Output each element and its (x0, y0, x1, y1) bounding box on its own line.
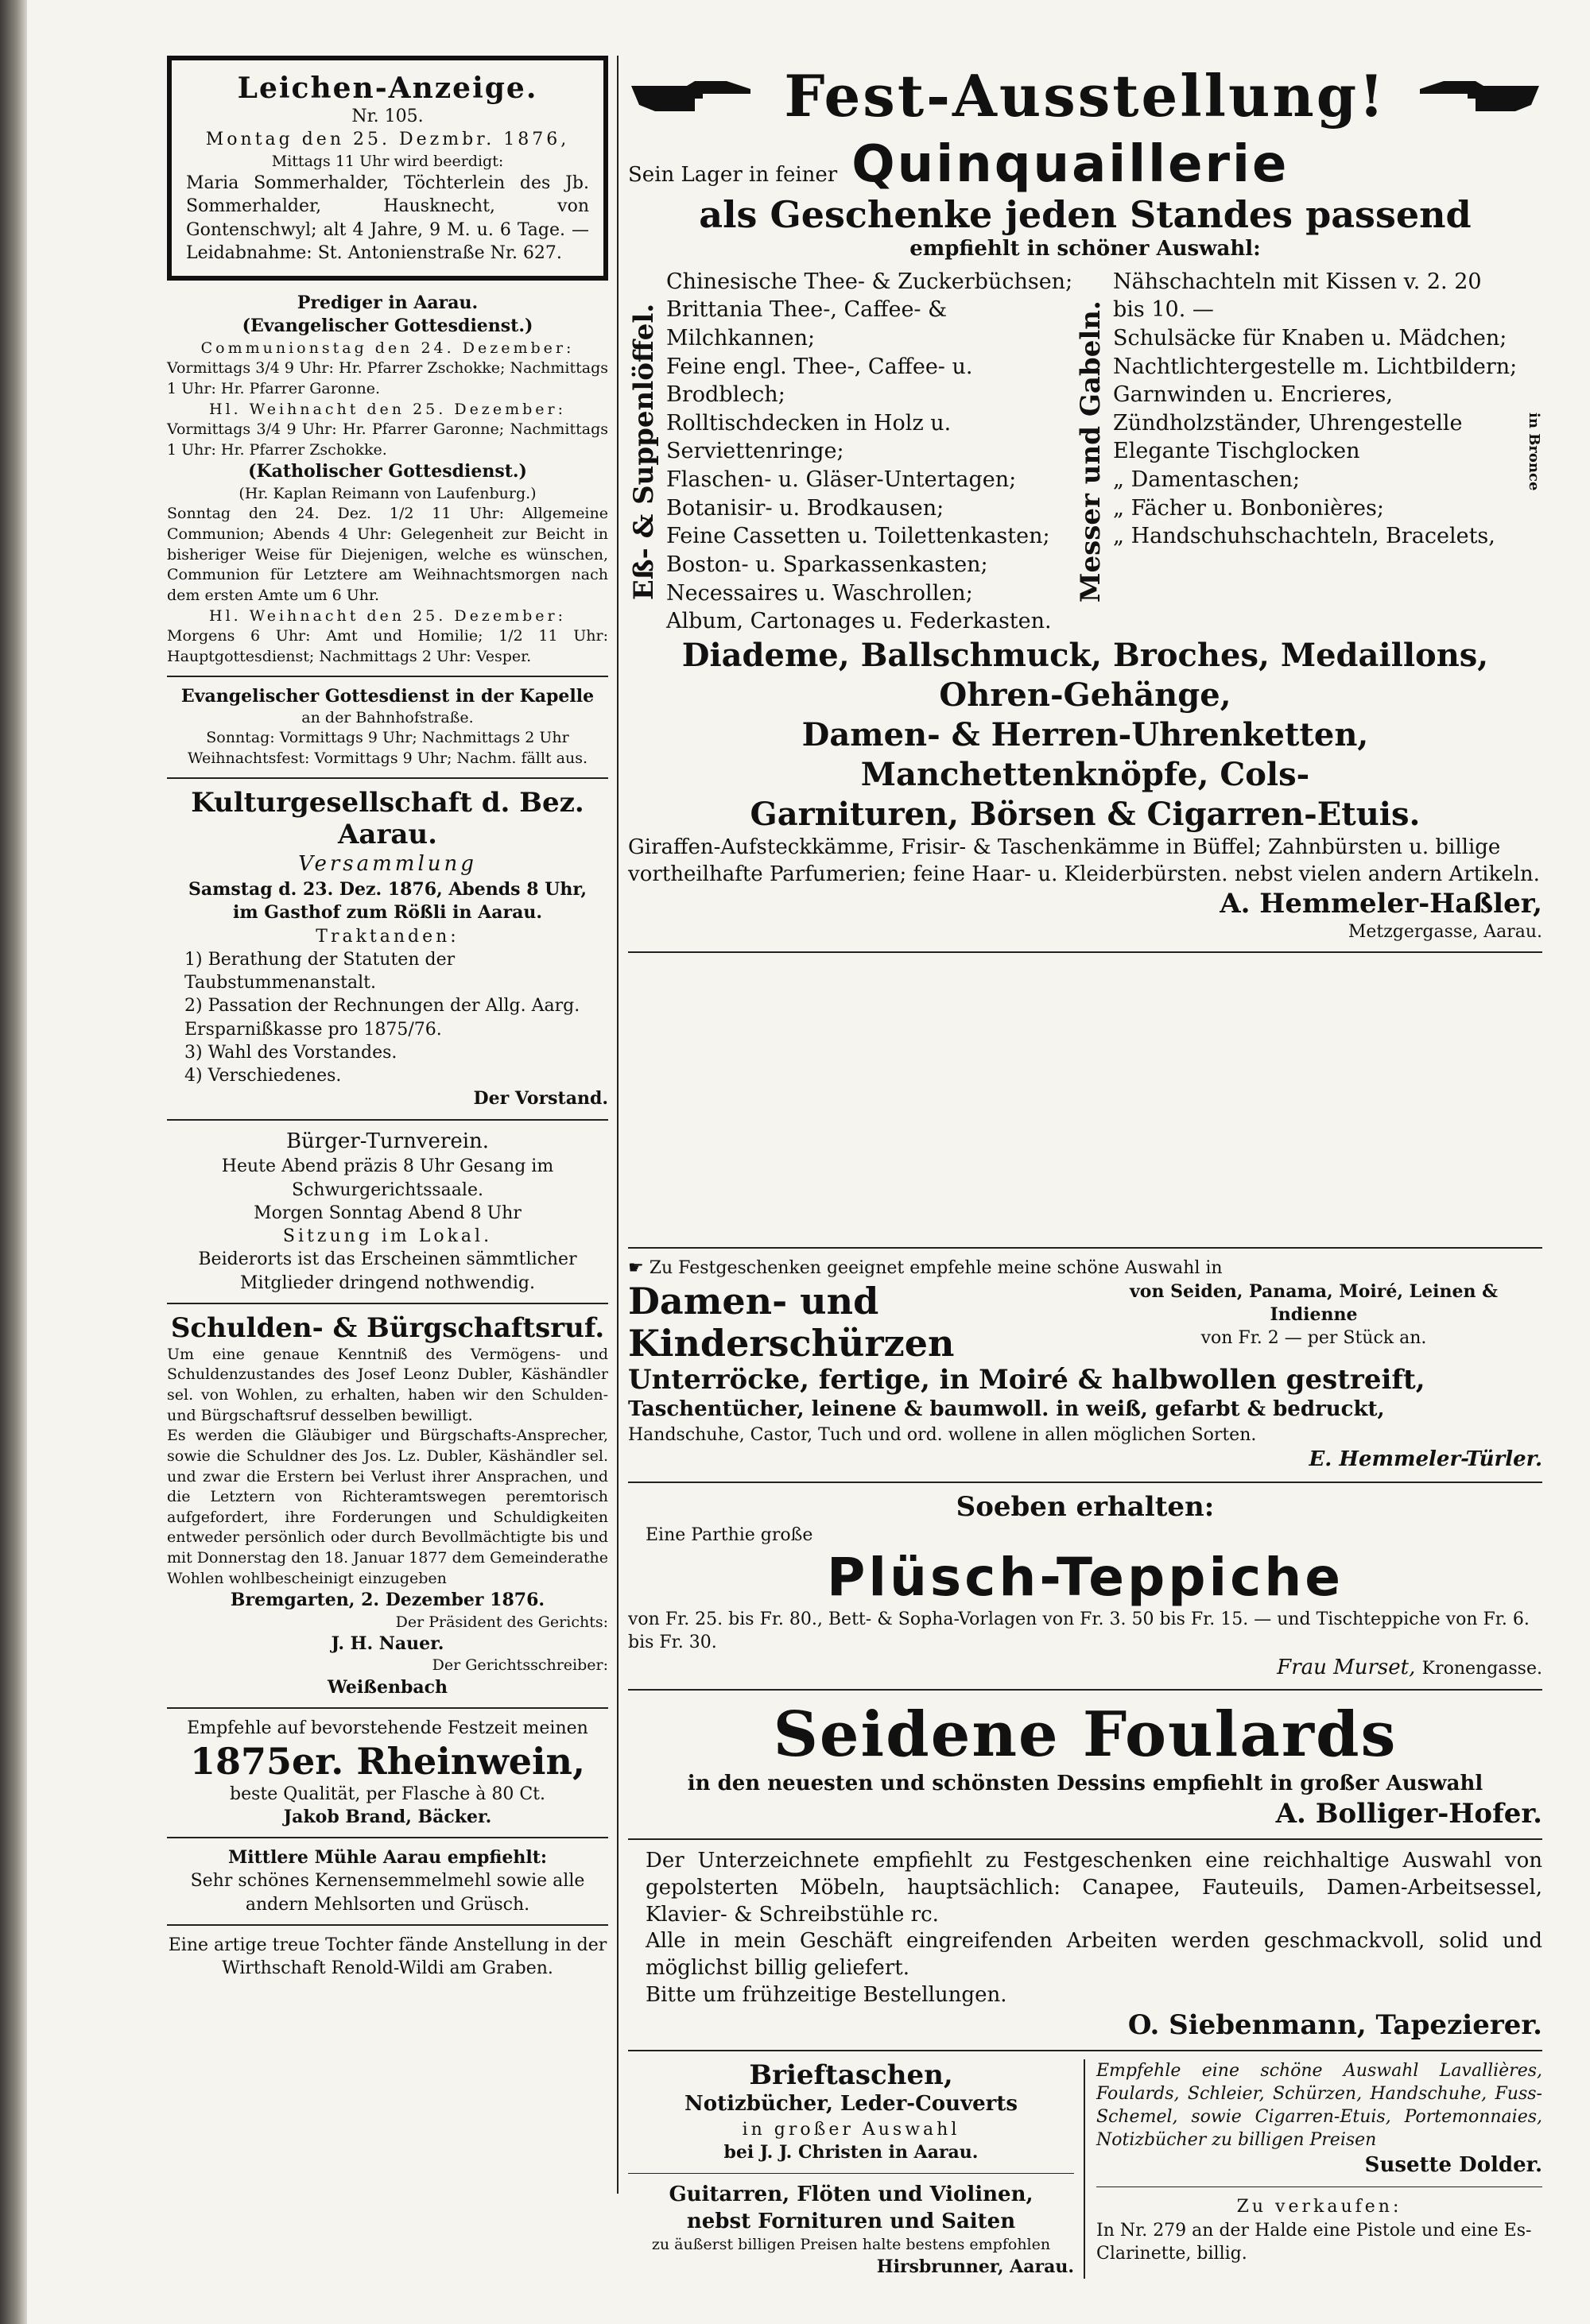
divider (167, 777, 608, 779)
fest-item: Zündholzständer, Uhrengestelle (1113, 410, 1463, 436)
divider (628, 951, 1542, 953)
fest-line-2: empfiehlt in schöner Auswahl: (909, 236, 1261, 261)
dolder-sign: Susette Dolder. (1364, 2152, 1542, 2177)
schuerzen-line-4: Handschuhe, Castor, Tuch und ord. wollene in allen möglichen Sorten. (628, 1425, 1257, 1446)
schuerzen-line-2: Unterröcke, fertige, in Moiré & halbwollen gestreift, (628, 1364, 1425, 1396)
ev-service-1: Communionstag den 24. Dezember: (200, 339, 575, 357)
bottom-ads-row (628, 2059, 1542, 2279)
schulden-sign-3: Der Gerichtsschreiber: (432, 1656, 608, 1675)
mill-line-2: Sehr schönes Kernensemmelmehl sowie alle andern Mehlsorten und Grüsch. (190, 1871, 585, 1915)
left-column (167, 56, 608, 1980)
fest-side-mid: Messer und Gabeln. (1075, 300, 1107, 603)
fest-items-left (666, 268, 1075, 636)
brief-title: Brieftaschen, (749, 2059, 953, 2091)
schuerzen-side-1: von Seiden, Panama, Moiré, Leinen & Indienne (1130, 1280, 1498, 1325)
fest-item: „ Handschuhschachteln, Bracelets, (1113, 524, 1495, 549)
schuerzen-line-3: Taschentücher, leinene & baumwoll. in weiß, gefarbt & bedruckt, (628, 1397, 1385, 1422)
kultur-line-1: Samstag d. 23. Dez. 1876, Abends 8 Uhr, (188, 879, 587, 901)
schulden-place: Bremgarten, 2. Dezember 1876. (230, 1590, 545, 1611)
fest-big-2: Damen- & Herren-Uhrenketten, Manchettenknöpfe, Cols- (801, 715, 1369, 793)
schulden-sign-2: J. H. Nauer. (331, 1633, 444, 1655)
schulden-sign-4: Weißenbach (327, 1677, 448, 1698)
moebel-ad (628, 1848, 1542, 2042)
fest-item: „ Damentaschen; (1113, 467, 1301, 493)
chapel-sub: an der Bahnhofstraße. (301, 708, 474, 726)
preachers-title: Prediger in Aarau. (297, 292, 479, 314)
fest-line-3: Giraffen-Aufsteckkämme, Frisir- & Taschenkämme in Büffel; Zahnbürsten u. billige vortheilhafte Parfumerien; feine Haar- u. Kleiderbürsten. nebst vielen andern Artikeln. (628, 835, 1540, 886)
fest-sign-sub: Metzgergasse, Aarau. (1348, 922, 1542, 943)
fest-item: Feine engl. Thee-, Caffee- u. Brodblech; (666, 354, 973, 408)
fest-item: bis 10. — (1113, 297, 1214, 323)
quinquaillerie-heading: Quinquaillerie (851, 135, 1289, 194)
cath-service-2: Hl. Weihnacht den 25. Dezember: (209, 606, 566, 625)
fest-item: Botanisir- u. Brodkausen; (666, 495, 944, 521)
kultur-sub: Versammlung (298, 852, 477, 877)
kultur-title: Kulturgesellschaft d. Bez. Aarau. (191, 786, 584, 851)
turnverein-title: Bürger-Turnverein. (285, 1129, 490, 1153)
preachers-notice (167, 292, 608, 667)
fest-item: Flaschen- u. Gläser-Untertagen; (666, 467, 1017, 493)
divider (628, 2050, 1542, 2051)
fest-item: Nähschachteln mit Kissen v. 2. 20 (1113, 269, 1482, 294)
turnverein-line-2: Morgen Sonntag Abend 8 Uhr (254, 1203, 522, 1223)
chapel-title: Evangelischer Gottesdienst in der Kapelle (180, 685, 595, 707)
moebel-p3: Bitte um frühzeitige Bestellungen. (646, 1983, 1007, 2008)
turnverein-notice (167, 1129, 608, 1295)
brief-line-1: Notizbücher, Leder-Couverts (684, 2092, 1018, 2117)
fest-items (628, 268, 1542, 636)
wine-ad (167, 1717, 608, 1829)
right-column (628, 56, 1542, 2279)
tochter-line-1: Eine artige treue Tochter fände Anstellung in der Wirthschaft Renold-Wildi am Graben. (168, 1935, 607, 1979)
divider (628, 1838, 1542, 1840)
teppiche-pre: Eine Parthie große (646, 1524, 813, 1545)
cath-service-1: Sonntag den 24. Dez. 1/2 11 Uhr: Allgemeine Communion; Abends 4 Uhr: Gelegenheit zur Beicht in bisheriger Weise für Diejenigen, welche es wünschen, Communion für Letztere am Weihnachtsmorgen nach dem ersten Amte um 6 Uhr. (167, 505, 608, 604)
foulards-ad (628, 1698, 1542, 1830)
turnverein-line-4: Beiderorts ist das Erscheinen sämmtlicher Mitglieder dringend nothwendig. (198, 1249, 577, 1293)
divider (167, 1303, 608, 1304)
fest-item: „ Fächer u. Bonbonières; (1113, 495, 1384, 521)
column-divider (617, 56, 619, 2194)
ev-service-4: Vormittags 3/4 9 Uhr: Hr. Pfarrer Garonne; Nachmittags 1 Uhr: Hr. Pfarrer Zschokke. (167, 420, 608, 459)
schuerzen-side (1085, 1280, 1542, 1365)
divider (167, 1119, 608, 1121)
divider (628, 1247, 1542, 1249)
pointing-hand-icon (628, 78, 755, 113)
bottom-right-ads (1085, 2059, 1542, 2279)
foulards-line-1: in den neuesten und schönsten Dessins empfiehlt in großer Auswahl (687, 1772, 1483, 1796)
schulden-p2: Es werden die Gläubiger und Bürgschafts-Ansprecher, sowie die Schuldner des Jos. Lz. Dubler, Käshändler sel. und zwar die Erstern bei Verlust ihrer Ansprachen, und die Letztern von Richteramtswegen peremtorisch aufgefordert, ihre Forderungen und Schuldigkeiten entweder persönlich oder durch Bevollmächtigte bis und mit Donnerstag den 18. Januar 1877 dem Gemeinderathe Wohlen wohlbescheinigt einzugeben (167, 1427, 608, 1587)
fest-title: Fest-Ausstellung! (784, 61, 1386, 130)
ev-service-2: Vormittags 3/4 9 Uhr: Hr. Pfarrer Zschokke; Nachmittags 1 Uhr: Hr. Pfarrer Garonne. (167, 359, 608, 397)
kultur-line-2: im Gasthof zum Rößli in Aarau. (233, 902, 542, 924)
wine-sign: Jakob Brand, Bäcker. (283, 1806, 492, 1827)
funeral-number: Nr. 105. (351, 107, 424, 126)
schuerzen-title: Damen- und Kinderschürzen (628, 1279, 955, 1365)
kultur-item: 3) Wahl des Vorstandes. (184, 1042, 398, 1063)
teppiche-sign-line (628, 1655, 1542, 1682)
fest-item: Boston- u. Sparkassenkasten; (666, 552, 988, 577)
gitarren-line-1: nebst Fornituren und Saiten (686, 2209, 1016, 2233)
fest-side-right: in Bronce (1526, 413, 1542, 491)
schulden-p1: Um eine genaue Kenntniß des Vermögens- und Schuldenzustandes des Josef Leonz Dubler, Käshändler sel. von Wohlen, zu erhalten, haben wir den Schulden- und Bürgschaftsruf desselben bewilligt. (167, 1345, 608, 1424)
dolder-p1: Empfehle eine schöne Auswahl Lavallières, Foulards, Schleier, Schürzen, Handschuhe, Fuss-Schemel, sowie Cigarren-Etuis, Portemonnaies, Notizbücher zu billigen Preisen (1096, 2060, 1542, 2151)
quin-line (628, 135, 1542, 194)
fest-item: Necessaires u. Waschrollen; (666, 580, 973, 606)
divider (167, 1924, 608, 1926)
kultur-item: 2) Passation der Rechnungen der Allg. Aarg. Ersparnißkasse pro 1875/76. (184, 996, 580, 1040)
ev-service-head: (Evangelischer Gottesdienst.) (242, 316, 533, 337)
funeral-notice (167, 56, 608, 281)
fest-items-right (1113, 268, 1522, 636)
fest-item: Chinesische Thee- & Zuckerbüchsen; (666, 269, 1073, 294)
book-spine (0, 0, 27, 2324)
teppiche-sign: Frau Murset, (1277, 1655, 1416, 1679)
divider (1096, 2186, 1542, 2187)
mill-line-1: Mittlere Mühle Aarau empfiehlt: (227, 1847, 548, 1869)
kultur-item: 4) Verschiedenes. (184, 1066, 342, 1086)
verkaufen-line-1: In Nr. 279 an der Halde eine Pistole und eine Es-Clarinette, billig. (1096, 2220, 1532, 2264)
divider (167, 1707, 608, 1709)
moebel-p1: Der Unterzeichnete empfiehlt zu Festgeschenken eine reichhaltige Auswahl von gepolsterten Möbeln, hauptsächlich: Canapee, Fauteuils, Damen-Arbeitsessel, Klavier- & Schreibstühle rc. (646, 1849, 1542, 1927)
teppiche-ad (628, 1491, 1542, 1681)
schuerzen-side-2: von Fr. 2 — per Stück an. (1200, 1328, 1427, 1349)
gitarren-line-2: zu äußerst billigen Preisen halte bestens empfohlen (651, 2236, 1051, 2254)
fest-item: Feine Cassetten u. Toilettenkasten; (666, 524, 1050, 549)
moebel-p2: Alle in mein Geschäft eingreifenden Arbeiten werden geschmackvoll, solid und möglichst billig geliefert. (646, 1929, 1542, 1981)
fest-ad (628, 56, 1542, 943)
fest-item: Album, Cartonages u. Federkasten. (666, 609, 1052, 634)
schuerzen-line-1 (628, 1257, 1542, 1280)
teppiche-title: Soeben erhalten: (956, 1491, 1215, 1524)
chapel-line-2: Weihnachtsfest: Vormittags 9 Uhr; Nachm. fällt aus. (188, 749, 588, 768)
foulards-sign: A. Bolliger-Hofer. (1275, 1798, 1542, 1830)
bottom-left-ads (628, 2059, 1085, 2279)
wine-line-2: beste Qualität, per Flasche à 80 Ct. (229, 1784, 545, 1804)
divider (628, 1482, 1542, 1483)
cath-service-sub: (Hr. Kaplan Reimann von Laufenburg.) (238, 484, 537, 502)
divider (628, 2173, 1074, 2174)
funeral-date: Montag den 25. Dezmbr. 1876, (205, 130, 570, 150)
brief-line-3: bei J. J. Christen in Aarau. (723, 2142, 979, 2163)
funeral-text: Maria Sommerhalder, Töchterlein des Jb. Sommerhalder, Hausknecht, von Gontenschwyl; alt 4 Jahre, 9 M. u. 6 Tage. — Leidabnahme: St. Antonienstraße Nr. 627. (186, 173, 589, 263)
moebel-sign: O. Siebenmann, Tapezierer. (1127, 2008, 1542, 2041)
fest-item: Rolltischdecken in Holz u. Serviettenringe; (666, 410, 952, 464)
fest-item: Nachtlichtergestelle m. Lichtbildern; (1113, 354, 1518, 379)
pointing-hand-icon (1415, 78, 1542, 113)
schulden-title: Schulden- & Bürgschaftsruf. (170, 1311, 605, 1344)
kultur-trakt: Traktanden: (316, 926, 460, 947)
chapel-notice (167, 685, 608, 769)
gitarren-title: Guitarren, Flöten und Violinen, (669, 2182, 1034, 2206)
teppiche-line-1: von Fr. 25. bis Fr. 80., Bett- & Sopha-Vorlagen von Fr. 3. 50 bis Fr. 15. — und Tischteppiche von Fr. 6. bis Fr. 30. (628, 1609, 1530, 1653)
funeral-time: Mittags 11 Uhr wird beerdigt: (271, 152, 504, 170)
blank-area (628, 961, 1542, 1239)
pointing-hand-icon: ☛ (628, 1258, 650, 1279)
tochter-ad (167, 1934, 608, 1981)
fest-big-1: Diademe, Ballschmuck, Broches, Medaillons, Ohren-Gehänge, (681, 636, 1489, 714)
fest-item: Garnwinden u. Encrieres, (1113, 382, 1393, 408)
cath-service-3: Morgens 6 Uhr: Amt und Homilie; 1/2 11 Uhr: Hauptgottesdienst; Nachmittags 2 Uhr: Vesper. (167, 627, 608, 665)
fest-line-1: als Geschenke jeden Standes passend (699, 193, 1472, 236)
teppiche-sign-sub: Kronengasse. (1421, 1658, 1542, 1679)
fest-sign: A. Hemmeler-Haßler, (1220, 888, 1542, 920)
cath-service-head: (Katholischer Gottesdienst.) (248, 461, 527, 482)
funeral-title: Leichen-Anzeige. (237, 72, 538, 105)
brief-line-2: in großer Auswahl (742, 2120, 960, 2140)
wine-line-1: Empfehle auf bevorstehende Festzeit meinen (187, 1718, 588, 1739)
teppiche-big: Plüsch-Teppiche (826, 1547, 1344, 1609)
turnverein-line-3: Sitzung im Lokal. (282, 1226, 493, 1247)
divider (628, 1689, 1542, 1691)
verkaufen-title: Zu verkaufen: (1236, 2197, 1402, 2217)
schulden-sign-1: Der Präsident des Gerichts: (395, 1613, 608, 1631)
fest-header (628, 56, 1542, 135)
ev-service-3: Hl. Weihnacht den 25. Dezember: (209, 400, 566, 418)
turnverein-line-1: Heute Abend präzis 8 Uhr Gesang im Schwurgerichtssaale. (221, 1156, 554, 1200)
kultur-sign: Der Vorstand. (473, 1088, 608, 1110)
fest-side-left: Eß- & Suppenlöffel. (628, 303, 660, 600)
kultur-item: 1) Berathung der Statuten der Taubstummenanstalt. (184, 949, 456, 994)
schuerzen-intro: Zu Festgeschenken geeignet empfehle meine schöne Auswahl in (649, 1258, 1223, 1279)
kultur-notice (167, 787, 608, 1111)
fest-item: Brittania Thee-, Caffee- & Milchkannen; (666, 297, 948, 351)
fest-item: Elegante Tischglocken (1113, 439, 1360, 464)
fest-pre: Sein Lager in feiner (628, 163, 838, 187)
wine-title: 1875er. Rheinwein, (190, 1739, 585, 1783)
foulards-title: Seidene Foulards (773, 1698, 1398, 1772)
schuerzen-row (628, 1280, 1542, 1365)
divider (167, 676, 608, 677)
mill-ad (167, 1846, 608, 1916)
schulden-notice (167, 1312, 608, 1700)
schuerzen-ad (628, 1257, 1542, 1474)
schuerzen-sign: E. Hemmeler-Türler. (1309, 1447, 1542, 1472)
fest-item: Schulsäcke für Knaben u. Mädchen; (1113, 325, 1507, 351)
chapel-line-1: Sonntag: Vormittags 9 Uhr; Nachmittags 2 Uhr (206, 729, 569, 747)
divider (167, 1837, 608, 1838)
gitarren-sign: Hirsbrunner, Aarau. (876, 2256, 1074, 2277)
fest-big-3: Garnituren, Börsen & Cigarren-Etuis. (750, 795, 1421, 833)
